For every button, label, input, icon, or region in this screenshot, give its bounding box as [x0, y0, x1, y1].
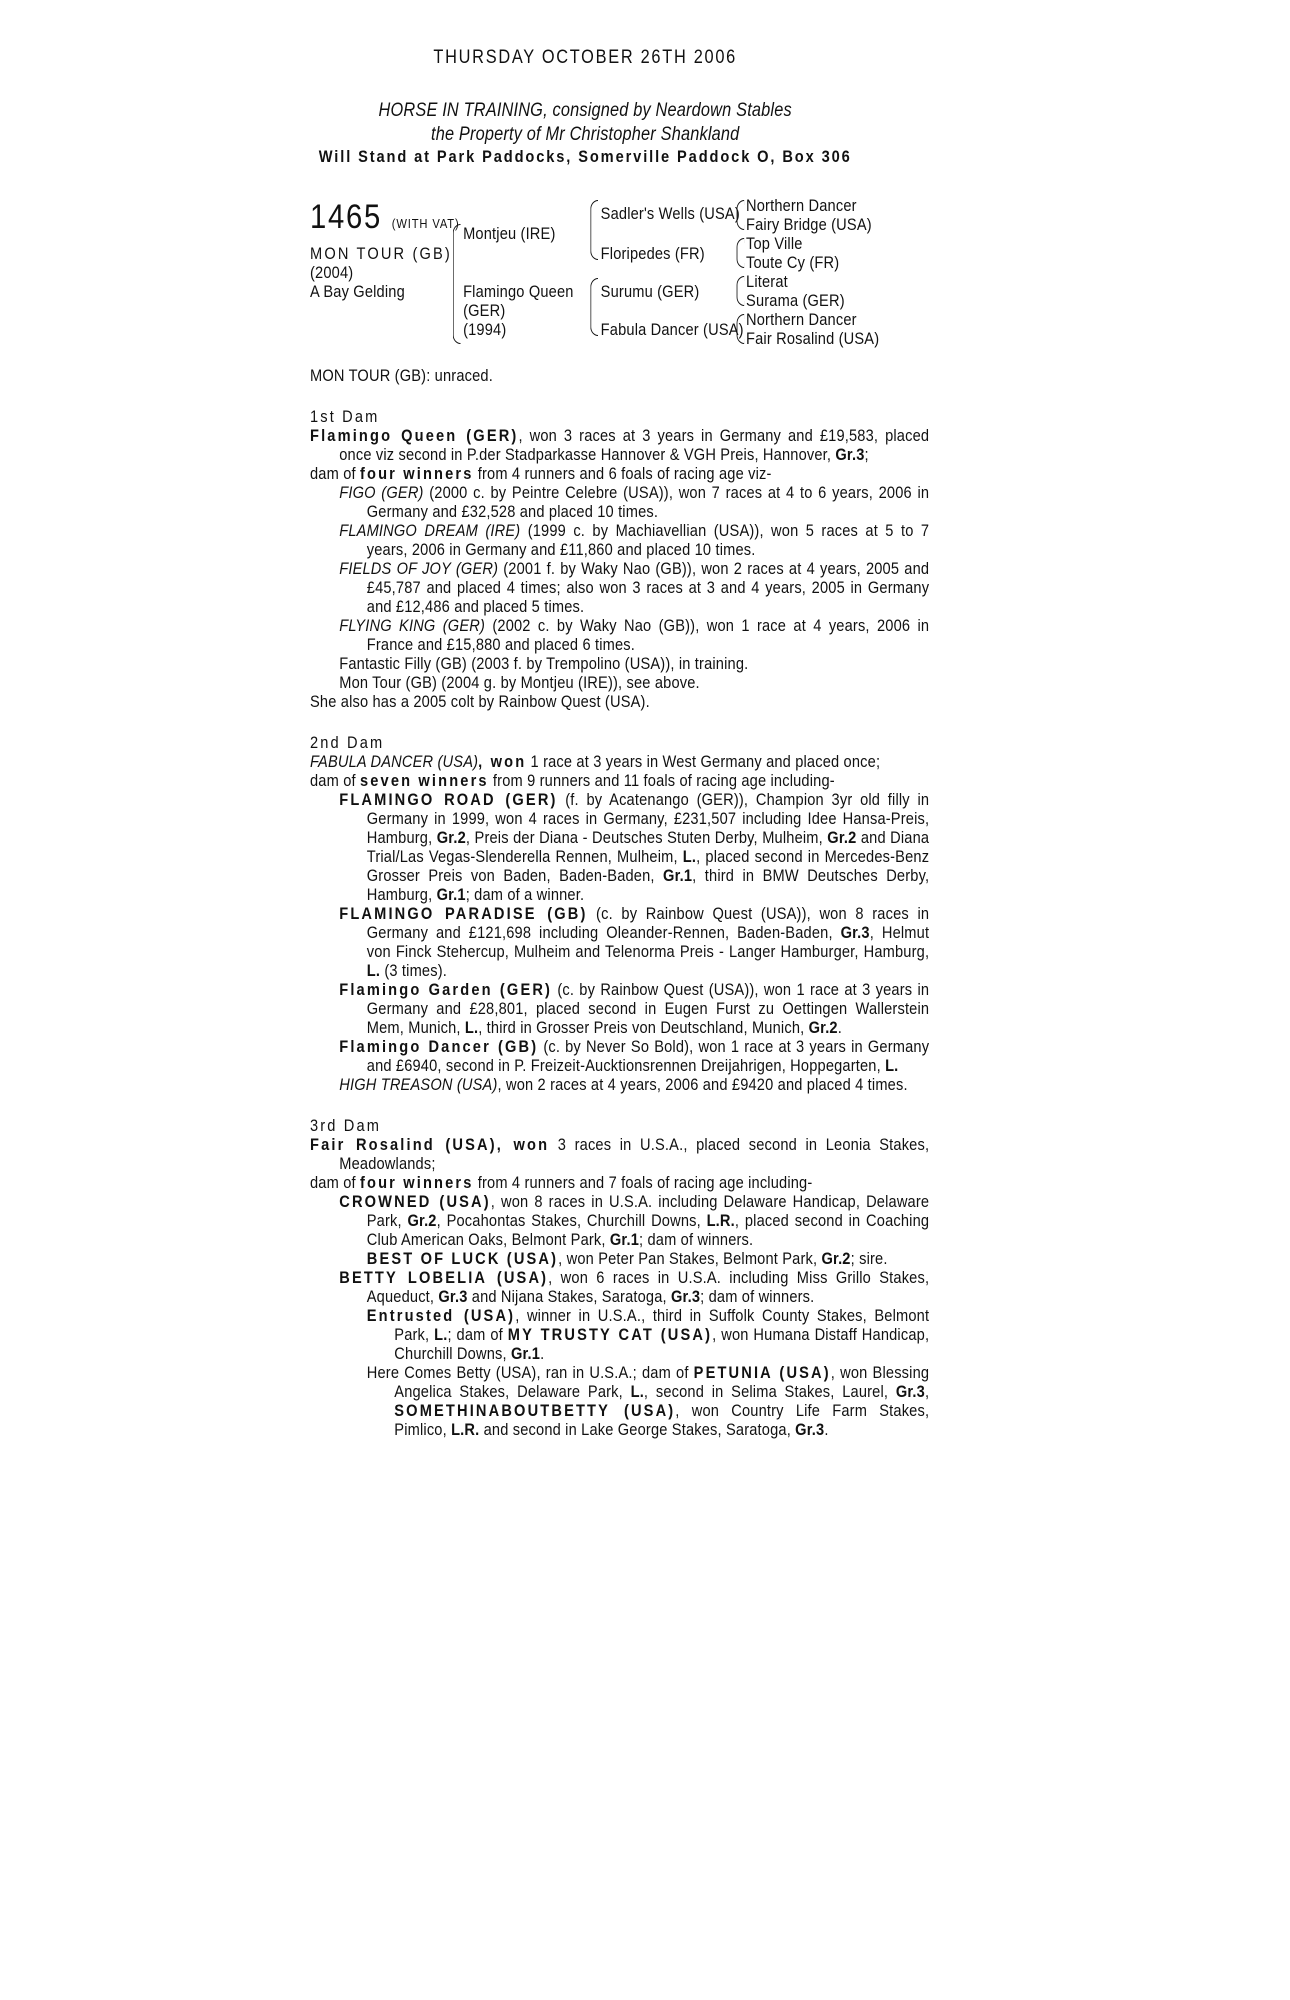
- first-dam-produce: dam of four winners from 4 runners and 6 foals of racing age viz-: [310, 464, 772, 483]
- ds-dam: Surama (GER): [746, 291, 845, 310]
- ds-sire: Literat: [746, 272, 788, 291]
- progeny-item: Fantastic Filly (GB) (2003 f. by Trempolino (USA)), in training.: [339, 654, 749, 673]
- consignment-line: HORSE IN TRAINING, consigned by Neardown Stables: [378, 100, 792, 121]
- progeny-sub-item: Entrusted (USA), winner in U.S.A., third in Suffolk County Stakes, Belmont Park, L.; dam of MY TRUSTY CAT (USA), won Humana Distaff Handicap, Churchill Downs, Gr.1.: [366, 1306, 930, 1363]
- brace-3b: [737, 238, 745, 268]
- third-dam-heading: 3rd Dam: [310, 1116, 382, 1135]
- brace-3d: [737, 314, 745, 344]
- sire-sire: Sadler's Wells (USA): [600, 204, 740, 223]
- horse-description: A Bay Gelding: [310, 282, 405, 301]
- dam-line3: (1994): [463, 320, 507, 339]
- ss-sire: Northern Dancer: [746, 196, 857, 215]
- second-dam-section: [310, 733, 929, 1094]
- third-dam-summary: Fair Rosalind (USA), won 3 races in U.S.A., placed second in Leonia Stakes, Meadowlands;: [310, 1135, 930, 1173]
- brace-1: [453, 224, 461, 344]
- progeny-item: BETTY LOBELIA (USA), won 6 races in U.S.A. including Miss Grillo Stakes, Aqueduct, Gr.3 and Nijana Stakes, Saratoga, Gr.3; dam of winners.: [339, 1268, 930, 1306]
- first-dam-summary: Flamingo Queen (GER), won 3 races at 3 years in Germany and £19,583, placed once viz second in P.der Stadparkasse Hannover & VGH Preis, Hannover, Gr.3;: [310, 426, 930, 464]
- lot-number: 1465 (WITH VAT): [310, 198, 460, 236]
- sale-date: THURSDAY OCTOBER 26TH 2006: [433, 47, 737, 68]
- dam-dam: Fabula Dancer (USA): [600, 320, 744, 339]
- first-dam-section: [310, 407, 929, 711]
- stand-line: Will Stand at Park Paddocks, Somerville Paddock O, Box 306: [318, 147, 852, 166]
- sire-dam: Floripedes (FR): [600, 244, 705, 263]
- brace-3a: [737, 200, 745, 230]
- horse-name: MON TOUR (GB): [310, 244, 452, 263]
- progeny-sub-item: Here Comes Betty (USA), ran in U.S.A.; dam of PETUNIA (USA), won Blessing Angelica Stakes, Delaware Park, L., second in Selima Stakes, Laurel, Gr.3, SOMETHINABOUTBETTY (USA), won Country Life Farm Stakes, Pimlico, L.R. and second in Lake George Stakes, Saratoga, Gr.3.: [366, 1363, 930, 1439]
- vat-note: (WITH VAT): [391, 216, 460, 231]
- sire: Montjeu (IRE): [463, 224, 556, 243]
- first-dam-heading: 1st Dam: [310, 407, 380, 426]
- progeny-item: Mon Tour (GB) (2004 g. by Montjeu (IRE)), see above.: [339, 673, 700, 692]
- progeny-sub-item: BEST OF LUCK (USA), won Peter Pan Stakes, Belmont Park, Gr.2; sire.: [366, 1249, 888, 1268]
- dam-line1: Flamingo Queen: [463, 282, 574, 301]
- second-dam-summary: FABULA DANCER (USA), won 1 race at 3 years in West Germany and placed once;: [310, 752, 881, 771]
- pedigree-table: [310, 196, 929, 356]
- first-dam-note: She also has a 2005 colt by Rainbow Quest (USA).: [310, 692, 650, 711]
- brace-2a: [590, 200, 598, 260]
- brace-3c: [737, 276, 745, 306]
- dd-sire: Northern Dancer: [746, 310, 857, 329]
- sd-dam: Toute Cy (FR): [746, 253, 840, 272]
- progeny-item: CROWNED (USA), won 8 races in U.S.A. including Delaware Handicap, Delaware Park, Gr.2, Pocahontas Stakes, Churchill Downs, L.R., placed second in Coaching Club American Oaks, Belmont Park, Gr.1; dam of winners.: [339, 1192, 930, 1249]
- progeny-item: FLYING KING (GER) (2002 c. by Waky Nao (GB)), won 1 race at 4 years, 2006 in France and £15,880 and placed 6 times.: [339, 616, 930, 654]
- progeny-item: HIGH TREASON (USA), won 2 races at 4 years, 2006 and £9420 and placed 4 times.: [339, 1075, 908, 1094]
- progeny-item: FIELDS OF JOY (GER) (2001 f. by Waky Nao (GB)), won 2 races at 4 years, 2005 and £45,787 and placed 4 times; also won 3 races at 3 and 4 years, 2005 in Germany and £12,486 and placed 5 times.: [339, 559, 930, 616]
- dd-dam: Fair Rosalind (USA): [746, 329, 880, 348]
- progeny-item: FLAMINGO DREAM (IRE) (1999 c. by Machiavellian (USA)), won 5 races at 5 to 7 years, 2006 in Germany and £11,860 and placed 10 times.: [339, 521, 930, 559]
- catalogue-page: [310, 48, 929, 1439]
- progeny-item: Flamingo Dancer (GB) (c. by Never So Bold), won 1 race at 3 years in Germany and £6940, second in P. Freizeit-Aucktionsrennen Dreijahrigen, Hoppegarten, L.: [339, 1037, 930, 1075]
- third-dam-section: [310, 1116, 929, 1439]
- foaling-year: (2004): [310, 263, 354, 282]
- dam-line2: (GER): [463, 301, 506, 320]
- second-dam-produce: dam of seven winners from 9 runners and 11 foals of racing age including-: [310, 771, 835, 790]
- brace-2b: [590, 278, 598, 336]
- third-dam-produce: dam of four winners from 4 runners and 7 foals of racing age including-: [310, 1173, 813, 1192]
- progeny-item: Flamingo Garden (GER) (c. by Rainbow Quest (USA)), won 1 race at 3 years in Germany and £28,801, placed second in Eugen Furst zu Oettingen Wallerstein Mem, Munich, L., third in Grosser Preis von Deutschland, Munich, Gr.2.: [339, 980, 930, 1037]
- property-line: the Property of Mr Christopher Shankland: [430, 124, 740, 145]
- sd-sire: Top Ville: [746, 234, 803, 253]
- progeny-item: FIGO (GER) (2000 c. by Peintre Celebre (USA)), won 7 races at 4 to 6 years, 2006 in Germany and £32,528 and placed 10 times.: [339, 483, 930, 521]
- progeny-item: FLAMINGO ROAD (GER) (f. by Acatenango (GER)), Champion 3yr old filly in Germany in 1999, won 4 races in Germany, £231,507 including Idee Hansa-Preis, Hamburg, Gr.2, Preis der Diana - Deutsches Stuten Derby, Mulheim, Gr.2 and Diana Trial/Las Vegas-Slenderella Rennen, Mulheim, L., placed second in Mercedes-Benz Grosser Preis von Baden, Baden-Baden, Gr.1, third in BMW Deutsches Derby, Hamburg, Gr.1; dam of a winner.: [339, 790, 930, 904]
- ss-dam: Fairy Bridge (USA): [746, 215, 872, 234]
- progeny-item: FLAMINGO PARADISE (GB) (c. by Rainbow Quest (USA)), won 8 races in Germany and £121,698 including Oleander-Rennen, Baden-Baden, Gr.3, Helmut von Finck Stehercup, Mulheim and Telenorma Preis - Langer Hamburger, Hamburg, L. (3 times).: [339, 904, 930, 980]
- race-record: MON TOUR (GB): unraced.: [310, 366, 493, 385]
- dam-sire: Surumu (GER): [600, 282, 700, 301]
- second-dam-heading: 2nd Dam: [310, 733, 385, 752]
